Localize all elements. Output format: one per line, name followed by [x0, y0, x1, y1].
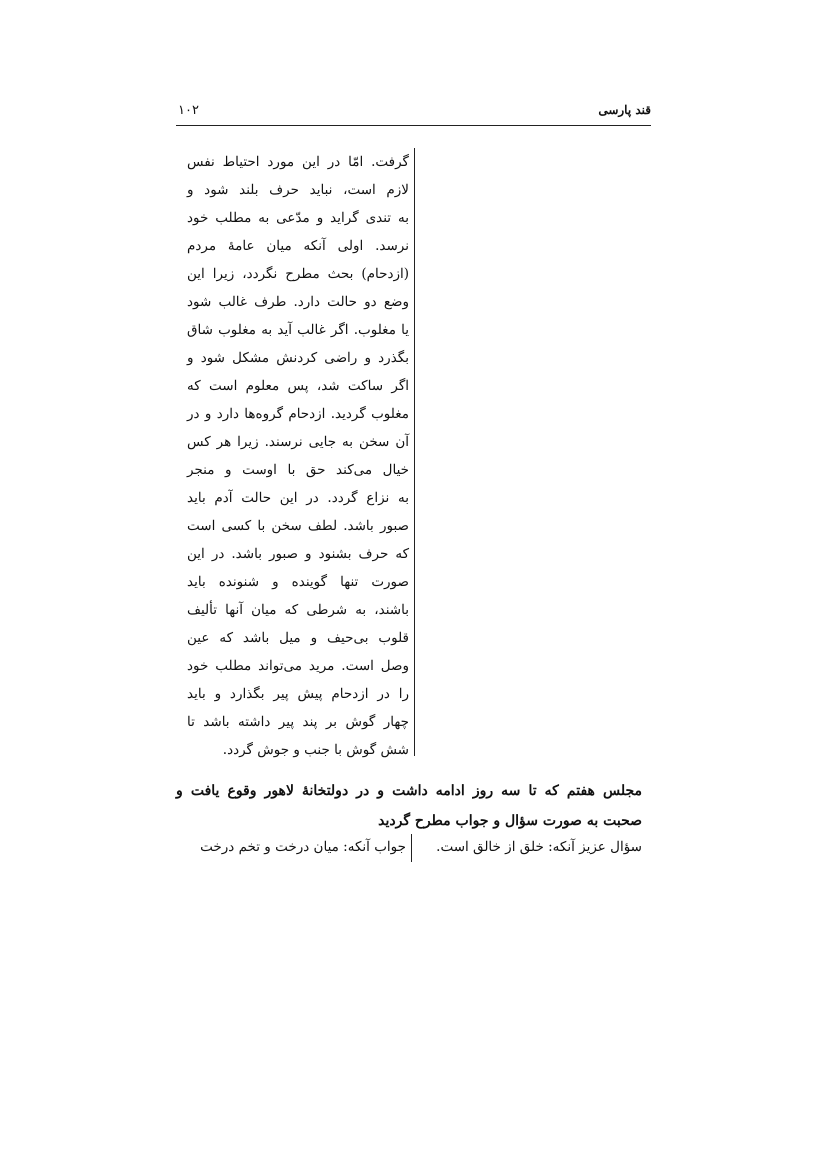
column-line: نرسد. اولی آنکه میان عامهٔ مردم — [187, 238, 409, 254]
column-vertical-rule — [414, 148, 415, 756]
column-line: وصل است. مرید می‌تواند مطلب خود — [187, 658, 409, 674]
column-line: بگذرد و راضی کردنش مشکل شود و — [187, 350, 409, 366]
column-line: شش گوش با جنب و جوش گردد. — [222, 742, 409, 758]
heading-line: صحبت به صورت سؤال و جواب مطرح گردید — [378, 813, 642, 829]
column-line: را در ازدحام پیش پیر بگذارد و باید — [187, 686, 409, 702]
hemistich-divider — [411, 834, 412, 862]
page-number: ۱۰۲ — [178, 103, 199, 118]
column-line: مغلوب گردید. ازدحام گروه‌ها دارد و در — [187, 406, 409, 422]
column-line: چهار گوش بر پند پیر داشته باشد تا — [187, 714, 409, 730]
left-hemistich: جواب آنکه: میان درخت و تخم درخت — [200, 839, 406, 855]
running-header — [176, 103, 651, 125]
column-line: که حرف بشنود و صبور باشد. در این — [187, 546, 409, 562]
heading-line: مجلس هفتم که تا سه روز ادامه داشت و در دولتخانهٔ لاهور وقوع یافت و — [176, 783, 642, 799]
header-rule — [176, 125, 651, 126]
column-line: یا مغلوب. اگر غالب آید به مغلوب شاق — [187, 322, 409, 338]
column-line: لازم است، نباید حرف بلند شود و — [187, 182, 409, 198]
column-line: به تندی گراید و مدّعی به مطلب خود — [187, 210, 409, 226]
column-body — [187, 148, 409, 764]
column-line: صورت تنها گوینده و شنونده باید — [187, 574, 409, 590]
column-line: باشند، به شرطی که میان آنها تألیف — [187, 602, 409, 618]
text-column — [186, 148, 415, 758]
column-line: (ازدحام) بحث مطرح نگردد، زیرا این — [187, 266, 409, 282]
column-line: وضع دو حالت دارد. طرف غالب شود — [187, 294, 409, 310]
column-line: آن سخن به جایی نرسند. زیرا هر کس — [187, 434, 409, 450]
journal-title: قند پارسی — [598, 103, 651, 117]
column-line: قلوب بی‌حیف و میل باشد که عین — [187, 630, 409, 646]
column-line: اگر ساکت شد، پس معلوم است که — [187, 378, 409, 394]
column-line: صبور باشد. لطف سخن با کسی است — [187, 518, 409, 534]
column-line: گرفت. امّا در این مورد احتیاط نفس — [187, 154, 409, 170]
verse-line — [186, 834, 642, 862]
section-heading — [176, 776, 642, 836]
column-line: خیال می‌کند حق با اوست و منجر — [187, 462, 409, 478]
right-hemistich: سؤال عزیز آنکه: خلق از خالق است. — [436, 839, 642, 855]
column-line: به نزاع گردد. در این حالت آدم باید — [187, 490, 409, 506]
